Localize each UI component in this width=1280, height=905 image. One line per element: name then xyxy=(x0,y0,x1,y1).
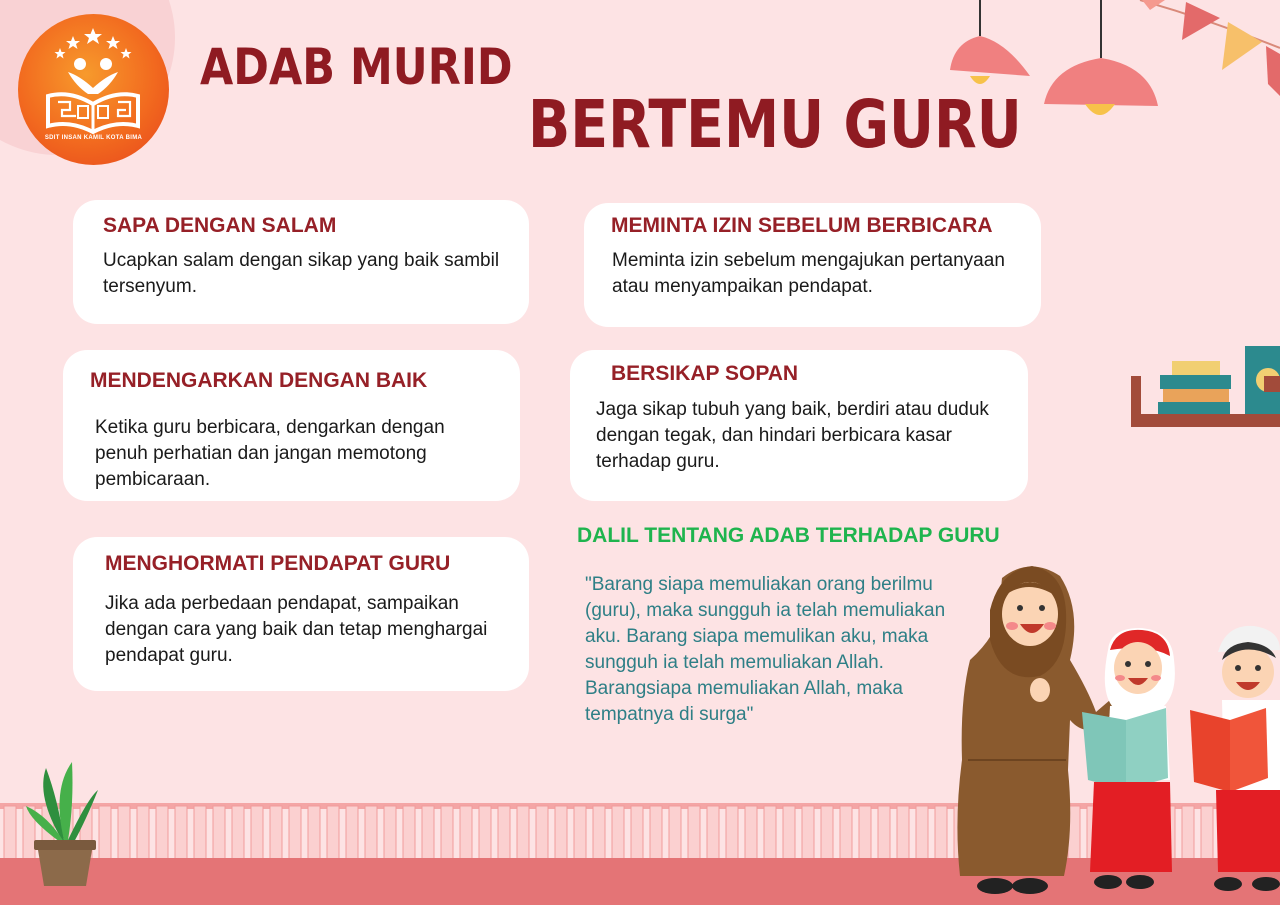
fence-picket xyxy=(175,806,187,860)
card-bersikap-sopan xyxy=(570,350,1028,501)
fence-picket xyxy=(916,806,928,860)
card-text: Jika ada perbedaan pendapat, sampaikan dengan cara yang baik dan tetap menghargai pendapat guru. xyxy=(105,593,488,666)
card-text: Jaga sikap tubuh yang baik, berdiri atau duduk dengan tegak, dan hindari berbicara kasar terhadap guru. xyxy=(596,399,989,472)
dalil-quote: "Barang siapa memuliakan orang berilmu (guru), maka sungguh ia telah memuliakan aku. Barang siapa memulikan aku, maka sungguh ia telah memuliakan Allah. Barangsiapa memuliakan Allah, maka tempatnya di surga" xyxy=(585,574,946,725)
fence-picket xyxy=(764,806,776,860)
fence-picket xyxy=(441,806,453,860)
student-girl-illustration xyxy=(1082,628,1175,889)
fence-picket xyxy=(42,806,54,860)
card-text: Meminta izin sebelum mengajukan pertanyaan atau menyampaikan pendapat. xyxy=(612,250,1005,297)
fence-picket xyxy=(1220,806,1232,860)
fence-picket xyxy=(118,806,130,860)
fence-picket xyxy=(498,806,510,860)
fence-picket xyxy=(1144,806,1156,860)
fence-picket xyxy=(650,806,662,860)
fence-picket xyxy=(593,806,605,860)
fence-picket xyxy=(517,806,529,860)
fence-picket xyxy=(745,806,757,860)
student-boy-illustration xyxy=(1190,626,1280,891)
fence-picket xyxy=(365,806,377,860)
fence-picket xyxy=(137,806,149,860)
fence-picket xyxy=(270,806,282,860)
fence-picket xyxy=(1049,806,1061,860)
fence-picket xyxy=(802,806,814,860)
fence-picket xyxy=(479,806,491,860)
fence-picket xyxy=(346,806,358,860)
card-title: MENDENGARKAN DENGAN BAIK xyxy=(90,369,428,392)
fence-picket xyxy=(1201,806,1213,860)
bunting-flags-icon xyxy=(1140,0,1280,96)
card-menghormati-pendapat xyxy=(73,537,529,691)
fence-picket xyxy=(1239,806,1251,860)
title-line-2: BERTEMU GURU xyxy=(528,86,1022,163)
fence-picket xyxy=(840,806,852,860)
fence-picket xyxy=(308,806,320,860)
fence-picket xyxy=(897,806,909,860)
fence-picket xyxy=(213,806,225,860)
card-meminta-izin xyxy=(584,203,1041,327)
fence-picket xyxy=(1258,806,1270,860)
fence-picket xyxy=(23,806,35,860)
fence-picket xyxy=(859,806,871,860)
fence-picket xyxy=(1125,806,1137,860)
fence-picket xyxy=(707,806,719,860)
card-sapa-dengan-salam xyxy=(73,200,529,324)
fence-picket xyxy=(327,806,339,860)
fence-picket xyxy=(783,806,795,860)
card-title: MEMINTA IZIN SEBELUM BERBICARA xyxy=(611,214,993,237)
fence-picket xyxy=(1182,806,1194,860)
fence-picket xyxy=(536,806,548,860)
dalil-title: DALIL TENTANG ADAB TERHADAP GURU xyxy=(577,524,1000,547)
fence-picket xyxy=(1163,806,1175,860)
fence-picket xyxy=(574,806,586,860)
fence-picket xyxy=(669,806,681,860)
fence-picket xyxy=(555,806,567,860)
fence-picket xyxy=(935,806,947,860)
card-title: SAPA DENGAN SALAM xyxy=(103,214,337,237)
fence-picket xyxy=(612,806,624,860)
fence-picket xyxy=(460,806,472,860)
fence-picket xyxy=(156,806,168,860)
fence-picket xyxy=(1030,806,1042,860)
fence-picket xyxy=(631,806,643,860)
fence-picket xyxy=(232,806,244,860)
fence-picket xyxy=(1011,806,1023,860)
bookshelf-icon xyxy=(1131,346,1280,427)
fence-picket xyxy=(726,806,738,860)
school-logo-icon xyxy=(18,14,169,165)
fence-picket xyxy=(251,806,263,860)
card-mendengarkan xyxy=(63,350,520,501)
title-line-1: ADAB MURID xyxy=(200,38,513,96)
fence-picket xyxy=(954,806,966,860)
fence-picket xyxy=(973,806,985,860)
potted-plant-icon xyxy=(26,762,98,886)
fence-picket xyxy=(403,806,415,860)
fence-picket xyxy=(821,806,833,860)
fence-picket xyxy=(422,806,434,860)
fence-picket xyxy=(99,806,111,860)
card-text: Ketika guru berbicara, dengarkan dengan penuh perhatian dan jangan memotong pembicaraan. xyxy=(95,417,445,490)
fence-picket xyxy=(194,806,206,860)
fence-picket xyxy=(688,806,700,860)
fence-icon xyxy=(0,803,1280,905)
fence-picket xyxy=(4,806,16,860)
fence-picket xyxy=(1087,806,1099,860)
fence-picket xyxy=(289,806,301,860)
fence-picket xyxy=(878,806,890,860)
fence-picket xyxy=(1106,806,1118,860)
card-text: Ucapkan salam dengan sikap yang baik sambil tersenyum. xyxy=(103,250,500,297)
fence-picket xyxy=(992,806,1004,860)
fence-picket xyxy=(384,806,396,860)
card-title: BERSIKAP SOPAN xyxy=(611,362,799,385)
card-title: MENGHORMATI PENDAPAT GURU xyxy=(105,552,451,575)
fence-picket xyxy=(61,806,73,860)
logo-caption: SDIT INSAN KAMIL KOTA BIMA xyxy=(44,135,143,141)
fence-picket xyxy=(1068,806,1080,860)
fence-picket xyxy=(80,806,92,860)
